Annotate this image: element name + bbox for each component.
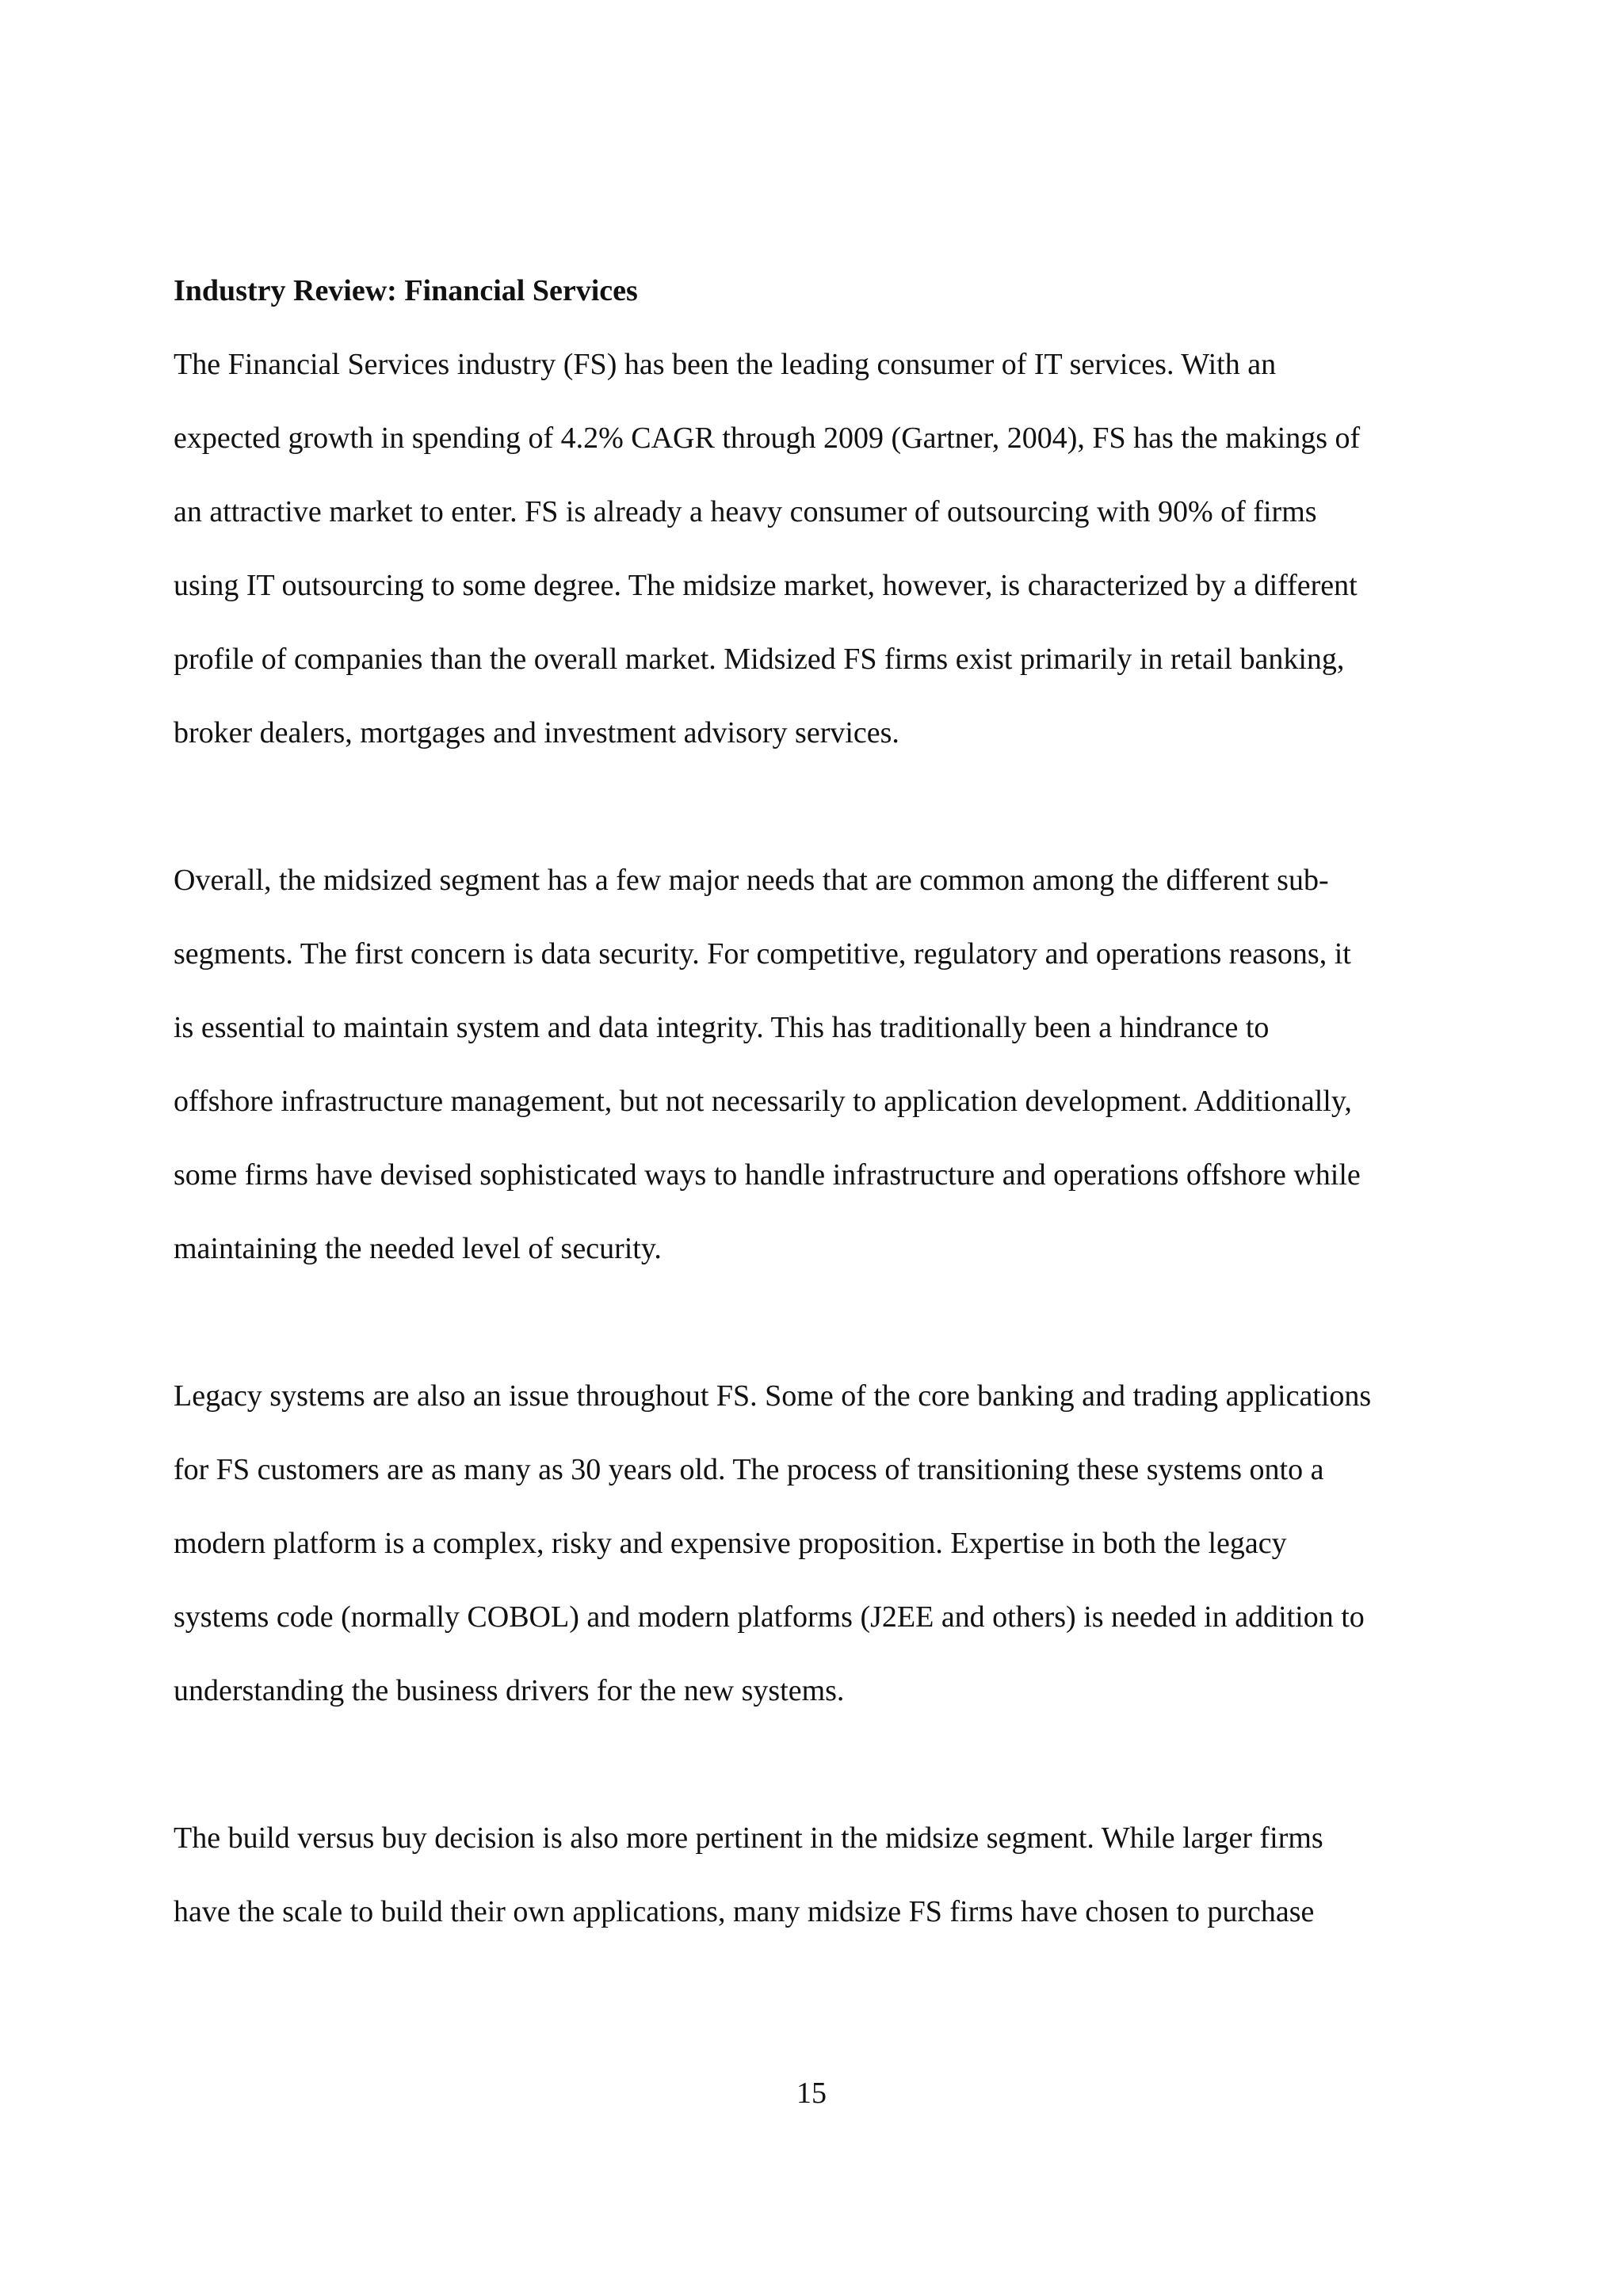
- text-line: profile of companies than the overall market. Midsized FS firms exist primarily in retail banking,: [174, 643, 1345, 676]
- text-line: using IT outsourcing to some degree. The midsize market, however, is characterized by a different: [174, 569, 1358, 602]
- text-line: is essential to maintain system and data integrity. This has traditionally been a hindrance to: [174, 1011, 1270, 1044]
- paragraph-4: [174, 1802, 1473, 1949]
- text-line: broker dealers, mortgages and investment advisory services.: [174, 716, 899, 749]
- paragraph-3: [174, 1360, 1473, 1728]
- document-body: [174, 265, 1473, 1949]
- text-line: for FS customers are as many as 30 years old. The process of transitioning these systems onto a: [174, 1453, 1324, 1486]
- text-line: maintaining the needed level of security.: [174, 1232, 662, 1265]
- section-heading: Industry Review: Financial Services: [174, 274, 638, 307]
- text-line: modern platform is a complex, risky and expensive proposition. Expertise in both the legacy: [174, 1527, 1287, 1560]
- text-line: expected growth in spending of 4.2% CAGR through 2009 (Gartner, 2004), FS has the makings of: [174, 421, 1361, 455]
- paragraph-spacer: [174, 1728, 1473, 1802]
- paragraph-spacer: [174, 770, 1473, 844]
- text-line: Legacy systems are also an issue throughout FS. Some of the core banking and trading applications: [174, 1379, 1372, 1413]
- text-line: have the scale to build their own applications, many midsize FS firms have chosen to purchase: [174, 1895, 1315, 1928]
- text-line: offshore infrastructure management, but not necessarily to application development. Additionally,: [174, 1085, 1352, 1118]
- page-number: 15: [796, 2077, 827, 2110]
- text-line: some firms have devised sophisticated ways to handle infrastructure and operations offshore while: [174, 1158, 1361, 1192]
- paragraph-1: [174, 328, 1473, 770]
- text-line: an attractive market to enter. FS is already a heavy consumer of outsourcing with 90% of firms: [174, 495, 1317, 528]
- paragraph-spacer: [174, 1286, 1473, 1360]
- text-line: segments. The first concern is data security. For competitive, regulatory and operations reasons, it: [174, 937, 1351, 971]
- text-line: understanding the business drivers for the new systems.: [174, 1674, 845, 1707]
- text-line: systems code (normally COBOL) and modern platforms (J2EE and others) is needed in addition to: [174, 1600, 1365, 1634]
- text-line: Overall, the midsized segment has a few major needs that are common among the different sub-: [174, 864, 1329, 897]
- paragraph-2: [174, 844, 1473, 1286]
- text-line: The build versus buy decision is also more pertinent in the midsize segment. While larger firms: [174, 1821, 1323, 1855]
- text-line: The Financial Services industry (FS) has been the leading consumer of IT services. With an: [174, 348, 1277, 381]
